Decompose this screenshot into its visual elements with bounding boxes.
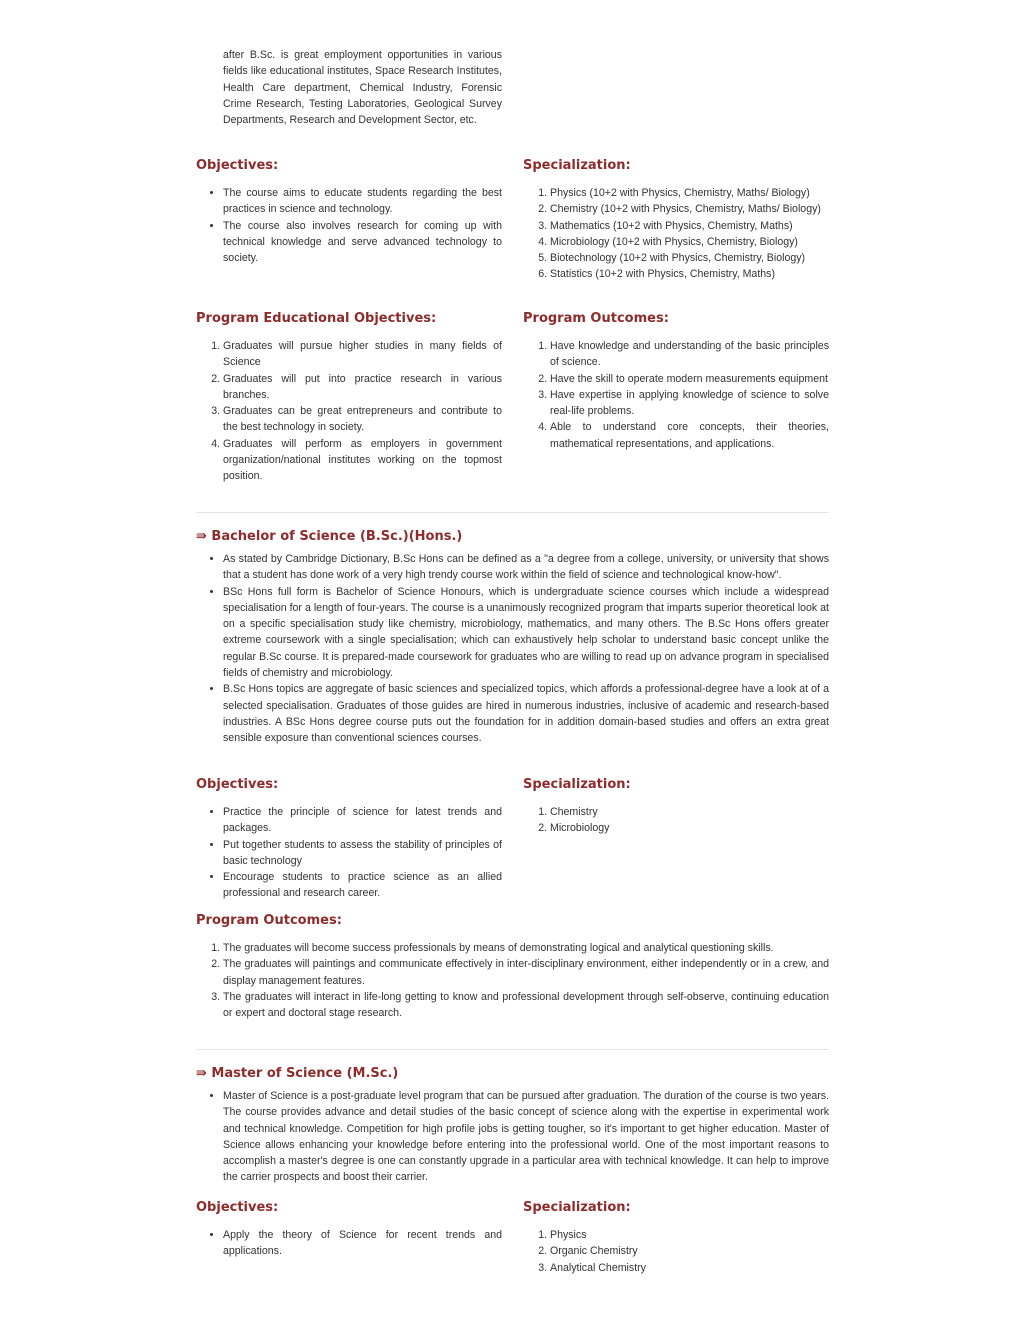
hons-objectives xyxy=(196,776,502,902)
bsc-peo-heading: Program Educational Objectives: xyxy=(196,311,437,326)
list-item: • The course aims to educate students regarding the best practices in science and technology. xyxy=(223,185,502,218)
hons-about-list xyxy=(196,551,829,747)
msc-section-title: ⇛ Master of Science (M.Sc.) xyxy=(196,1066,399,1081)
msc-objectives xyxy=(196,1199,502,1276)
list-item: 2. Organic Chemistry xyxy=(550,1243,829,1259)
list-item: • Master of Science is a post-graduate level program that can be pursued after graduation. The duration of the course is two years. The course provides advance and detail studies of the basic concept of science along with the expertise in experimental work and technical knowledge. Competition for high profile jobs is getting tougher, so it's important to get higher education. Master of Science allows enhancing your knowledge before entering into the professional world. One of the most important reasons to accomplish a master's degree is one can constantly upgrade in a particular area with technical knowledge. It can help to improve the carrier prospects and boost their carrier. xyxy=(223,1088,829,1186)
msc-specialization xyxy=(523,1199,829,1276)
list-item: 2. Graduates will put into practice research in various branches. xyxy=(223,371,502,404)
list-item: • BSc Hons full form is Bachelor of Science Honours, which is undergraduate science courses which include a widespread specialisation for a length of four-years. The course is a unanimously recognized program that imparts superior theoretical look at on a specific specialisation study like chemistry, microbiology, mathematics, and many others. The B.Sc Hons offers greater extreme coursework with a single specialisation; which can exhaustively help scholar to understand basic concept unlike the regular B.Sc course. It is prepared-made coursework for graduates who are willing to read up on advance program in specialised fields of chemistry and microbiology. xyxy=(223,584,829,682)
list-item: • B.Sc Hons topics are aggregate of basic sciences and specialized topics, which affords a professional-degree have a look at of a selected specialisation. Graduates of those guides are hired in numerous industries, inclusive of academic and research-based industries. A BSc Hons degree course puts out the foundation for in addition domain-based studies and offers an extra great sensible exposure than conventional sciences courses. xyxy=(223,681,829,746)
list-item: • Encourage students to practice science as an allied professional and research career. xyxy=(223,869,502,902)
list-item: • As stated by Cambridge Dictionary, B.Sc Hons can be defined as a "a degree from a college, university, or university that shows that a student has done work of a very high trendy course work within the field of science and technological know-how". xyxy=(223,551,829,584)
hons-specialization-list xyxy=(523,804,829,837)
bsc-specialization-list xyxy=(523,185,829,283)
list-item: • Practice the principle of science for latest trends and packages. xyxy=(223,804,502,837)
bsc-peo-list xyxy=(196,338,502,485)
list-item: 6. Statistics (10+2 with Physics, Chemistry, Maths) xyxy=(550,266,829,282)
divider xyxy=(196,512,829,513)
divider xyxy=(196,1049,829,1050)
list-item: 3. Mathematics (10+2 with Physics, Chemistry, Maths) xyxy=(550,218,829,234)
list-item: 5. Biotechnology (10+2 with Physics, Chemistry, Biology) xyxy=(550,250,829,266)
bsc-objectives-specialization xyxy=(196,157,829,283)
msc-specialization-list xyxy=(523,1227,829,1276)
list-item: 1. Physics (10+2 with Physics, Chemistry, Maths/ Biology) xyxy=(550,185,829,201)
bsc-specialization-heading: Specialization: xyxy=(523,158,631,173)
bsc-objectives xyxy=(196,157,502,283)
hons-outcomes xyxy=(196,912,829,1021)
bsc-objectives-heading: Objectives: xyxy=(196,158,279,173)
hons-section-title: ⇛ Bachelor of Science (B.Sc.)(Hons.) xyxy=(196,529,463,544)
list-item: 4. Microbiology (10+2 with Physics, Chemistry, Biology) xyxy=(550,234,829,250)
msc-objectives-heading: Objectives: xyxy=(196,1200,279,1215)
list-item: 3. Graduates can be great entrepreneurs and contribute to the best technology in society. xyxy=(223,403,502,436)
list-item: 1. Physics xyxy=(550,1227,829,1243)
bsc-outcomes-list xyxy=(523,338,829,452)
list-item: 2. Have the skill to operate modern measurements equipment xyxy=(550,371,829,387)
hons-objectives-list xyxy=(196,804,502,902)
list-item: • Put together students to assess the stability of principles of basic technology xyxy=(223,837,502,870)
msc-about-list xyxy=(196,1088,829,1186)
hons-specialization xyxy=(523,776,829,902)
bsc-outcomes xyxy=(523,310,829,485)
hons-objectives-specialization xyxy=(196,776,829,902)
list-item: 4. Able to understand core concepts, their theories, mathematical representations, and applications. xyxy=(550,419,829,452)
list-item: 1. Chemistry xyxy=(550,804,829,820)
list-item: 3. The graduates will interact in life-long getting to know and professional development through self-observe, continuing education or expert and doctoral stage research. xyxy=(223,989,829,1022)
list-item: 3. Analytical Chemistry xyxy=(550,1260,829,1276)
hons-specialization-heading: Specialization: xyxy=(523,777,631,792)
list-item: • Apply the theory of Science for recent trends and applications. xyxy=(223,1227,502,1260)
list-item: 1. Graduates will pursue higher studies in many fields of Science xyxy=(223,338,502,371)
bsc-outcomes-heading: Program Outcomes: xyxy=(523,311,669,326)
bsc-specialization xyxy=(523,157,829,283)
list-item: 4. Graduates will perform as employers in government organization/national institutes working on the topmost position. xyxy=(223,436,502,485)
hons-outcomes-list xyxy=(196,940,829,1021)
bsc-peo xyxy=(196,310,502,485)
hons-outcomes-heading: Program Outcomes: xyxy=(196,913,342,928)
bsc-intro-text: after B.Sc. is great employment opportunities in various fields like educational institutes, Space Research Institutes, Health Care department, Chemical Industry, Forensic Crime Research, Testing Laboratories, Geological Survey Departments, Research and Development Sector, etc. xyxy=(223,49,502,127)
list-item: 2. Microbiology xyxy=(550,820,829,836)
hons-objectives-heading: Objectives: xyxy=(196,777,279,792)
list-item: 2. The graduates will paintings and communicate effectively in inter-disciplinary environment, either independently or in a crew, and display management features. xyxy=(223,956,829,989)
list-item: 1. Have knowledge and understanding of the basic principles of science. xyxy=(550,338,829,371)
list-item: 1. The graduates will become success professionals by means of demonstrating logical and analytical questioning skills. xyxy=(223,940,829,956)
list-item: • The course also involves research for coming up with technical knowledge and serve advanced technology to society. xyxy=(223,218,502,267)
msc-objectives-specialization xyxy=(196,1199,829,1276)
list-item: 2. Chemistry (10+2 with Physics, Chemistry, Maths/ Biology) xyxy=(550,201,829,217)
bsc-peo-outcomes xyxy=(196,310,829,485)
bsc-objectives-list xyxy=(196,185,502,266)
msc-specialization-heading: Specialization: xyxy=(523,1200,631,1215)
list-item: 3. Have expertise in applying knowledge of science to solve real-life problems. xyxy=(550,387,829,420)
msc-objectives-list xyxy=(196,1227,502,1260)
